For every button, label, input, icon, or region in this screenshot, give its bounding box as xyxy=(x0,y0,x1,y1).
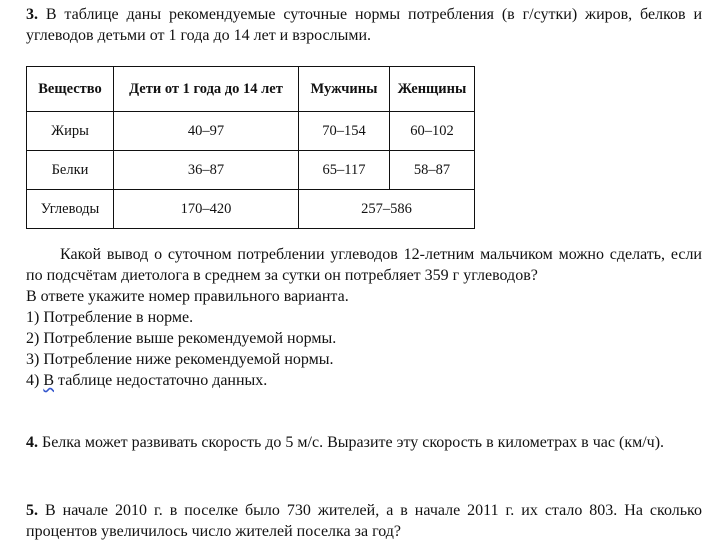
header-substance: Вещество xyxy=(27,67,114,112)
answer-instruction: В ответе укажите номер правильного варианта. xyxy=(26,288,349,305)
option-4-underlined-letter: В xyxy=(43,372,54,389)
header-women: Женщины xyxy=(390,67,475,112)
task-3-question: Какой вывод о суточном потреблении углеводов 12-летним мальчиком можно сделать, если по подсчётам диетолога в среднем за сутки он потребляет 359 г углеводов? xyxy=(26,246,702,284)
cell-women: 60–102 xyxy=(390,112,475,151)
cell-children: 36–87 xyxy=(114,151,299,190)
cell-substance: Белки xyxy=(27,151,114,190)
cell-women: 58–87 xyxy=(390,151,475,190)
answer-option-3: 3) Потребление ниже рекомендуемой нормы. xyxy=(26,351,334,368)
table-header-row xyxy=(27,67,475,112)
task-4-text: Белка может развивать скорость до 5 м/с. Выразите эту скорость в километрах в час (км/ч). xyxy=(42,434,665,451)
norms-table xyxy=(26,66,475,229)
option-4-prefix: 4) xyxy=(26,372,44,389)
cell-adults: 257–586 xyxy=(299,190,475,229)
task-5-number: 5. xyxy=(26,502,38,519)
answer-option-1: 1) Потребление в норме. xyxy=(26,309,194,326)
task-4-statement xyxy=(26,432,702,453)
cell-substance: Углеводы xyxy=(27,190,114,229)
task-4-number: 4. xyxy=(26,434,38,451)
cell-children: 170–420 xyxy=(114,190,299,229)
option-4-rest: таблице недостаточно данных. xyxy=(54,372,268,389)
header-men: Мужчины xyxy=(299,67,390,112)
cell-men: 65–117 xyxy=(299,151,390,190)
table-row xyxy=(27,151,475,190)
task-5-text: В начале 2010 г. в поселке было 730 жителей, а в начале 2011 г. их стало 803. На сколько процентов увеличилось число жителей поселка за год? xyxy=(26,502,703,540)
task-3-number: 3. xyxy=(26,6,38,23)
task-3-statement xyxy=(26,4,702,46)
task-5-statement xyxy=(26,500,702,542)
table-row xyxy=(27,112,475,151)
cell-children: 40–97 xyxy=(114,112,299,151)
answer-option-4 xyxy=(26,370,702,391)
header-children: Дети от 1 года до 14 лет xyxy=(114,67,299,112)
task-3-question-block xyxy=(26,244,702,391)
answer-option-2: 2) Потребление выше рекомендуемой нормы. xyxy=(26,330,337,347)
table-row xyxy=(27,190,475,229)
cell-substance: Жиры xyxy=(27,112,114,151)
cell-men: 70–154 xyxy=(299,112,390,151)
task-3-text: В таблице даны рекомендуемые суточные нормы потребления (в г/сутки) жиров, белков и углеводов детьми от 1 года до 14 лет и взрослыми. xyxy=(26,6,703,44)
